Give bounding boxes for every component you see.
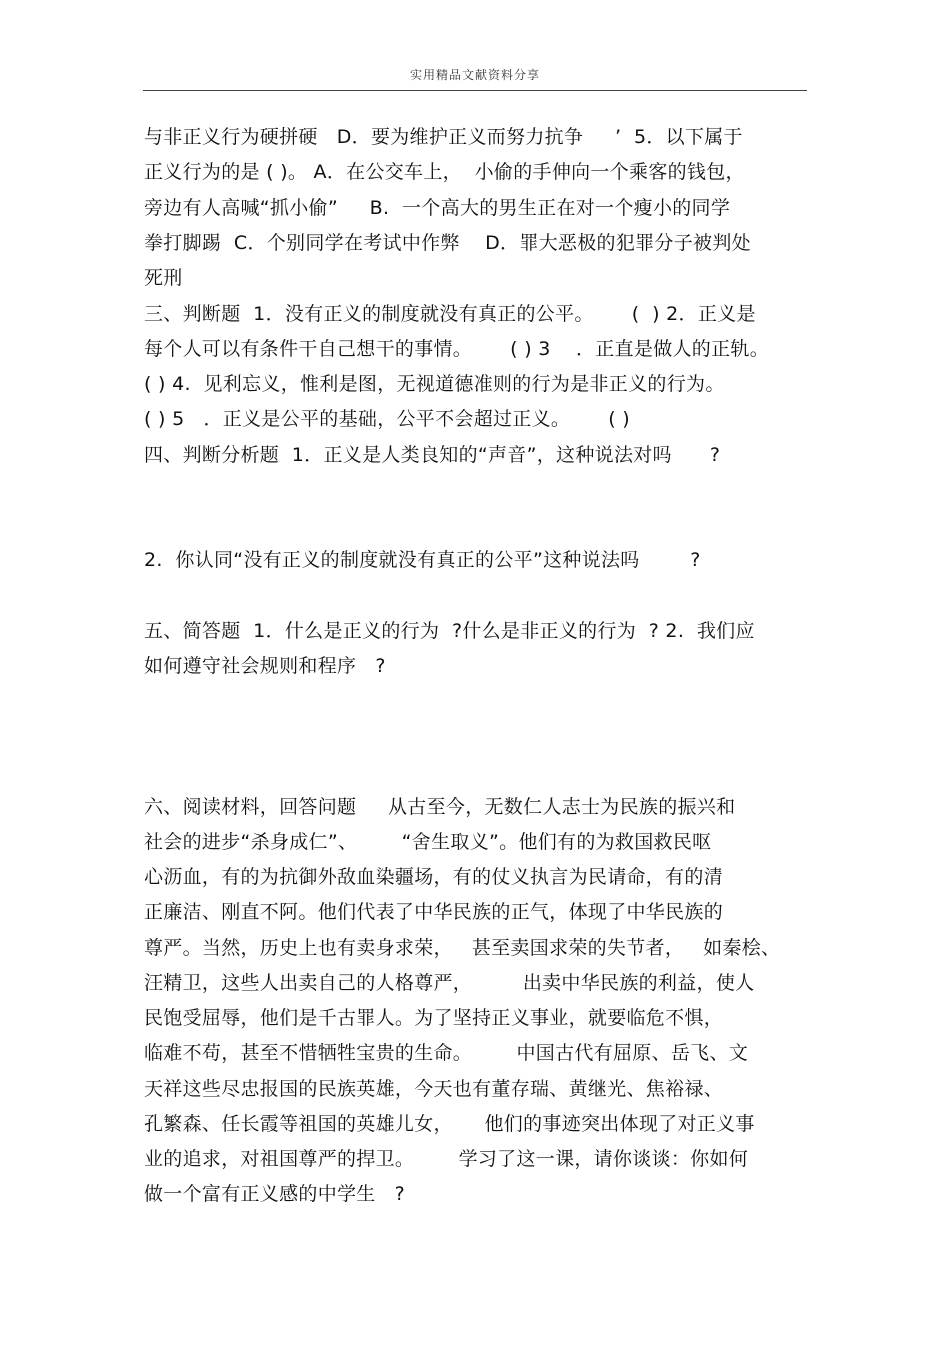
section-5-heading: 五、简答题 1．什么是正义的行为 ?什么是非正义的行为 ? 2. 我们应 xyxy=(144,620,755,642)
text-line: 民饱受屈辱，他们是千古罪人。为了坚持正义事业，就要临危不惧， xyxy=(144,1007,724,1029)
text-line: ( ) 4. 见利忘义，惟利是图，无视道德准则的行为是非正义的行为。 xyxy=(144,373,725,395)
header-divider xyxy=(143,90,807,91)
text-line: 与非正义行为硬拼硬 D．要为维护正义而努力抗争 ’ 5．以下属于 xyxy=(144,126,743,148)
text-line: 汪精卫，这些人出卖自己的人格尊严， 出卖中华民族的利益，使人 xyxy=(144,972,755,994)
text-line: 正廉洁、刚直不阿。他们代表了中华民族的正气，体现了中华民族的 xyxy=(144,901,724,923)
text-line: ( ) 5 ．正义是公平的基础，公平不会超过正义。 ( ) xyxy=(144,408,631,430)
text-line: 业的追求，对祖国尊严的捍卫。 学习了这一课，请你谈谈：你如何 xyxy=(144,1148,749,1170)
text-line: 社会的进步“杀身成仁”、 “舍生取义”。他们有的为救国救民呕 xyxy=(144,831,712,853)
text-line: 天祥这些尽忠报国的民族英雄，今天也有董存瑞、黄继光、焦裕禄、 xyxy=(144,1078,724,1100)
text-line: 做一个富有正义感的中学生 ? xyxy=(144,1183,406,1205)
text-line: 临难不苟，甚至不惜牺牲宝贵的生命。 中国古代有屈原、岳飞、文 xyxy=(144,1042,749,1064)
text-line: 尊严。当然，历史上也有卖身求荣， 甚至卖国求荣的失节者， 如秦桧、 xyxy=(144,937,781,959)
text-line: 每个人可以有条件干自己想干的事情。 ( ) 3 ．正直是做人的正轨。 xyxy=(144,338,769,360)
text-line: 拳打脚踢 C．个别同学在考试中作弊 D．罪大恶极的犯罪分子被判处 xyxy=(144,232,751,254)
text-line: 正义行为的是 ( )。 A．在公交车上， 小偷的手伸向一个乘客的钱包， xyxy=(144,161,745,183)
text-line: 2. 你认同“没有正义的制度就没有真正的公平”这种说法吗 ? xyxy=(144,549,701,571)
text-line: 孔繁森、任长霞等祖国的英雄儿女， 他们的事迹突出体现了对正义事 xyxy=(144,1113,755,1135)
section-4-heading: 四、判断分析题 1．正义是人类良知的“声音”，这种说法对吗 ? xyxy=(144,444,721,466)
text-line: 如何遵守社会规则和程序 ? xyxy=(144,655,386,677)
text-line: 死刑 xyxy=(144,267,183,289)
section-6-heading: 六、阅读材料，回答问题 从古至今，无数仁人志士为民族的振兴和 xyxy=(144,796,736,818)
page-header: 实用精品文献资料分享 xyxy=(409,68,540,82)
text-line: 心沥血，有的为抗御外敌血染疆场，有的仗义执言为民请命，有的清 xyxy=(144,866,724,888)
section-3-heading: 三、判断题 1．没有正义的制度就没有真正的公平。 ( ) 2．正义是 xyxy=(144,303,756,325)
text-line: 旁边有人高喊“抓小偷” B. 一个高大的男生正在对一个瘦小的同学 xyxy=(144,197,731,219)
